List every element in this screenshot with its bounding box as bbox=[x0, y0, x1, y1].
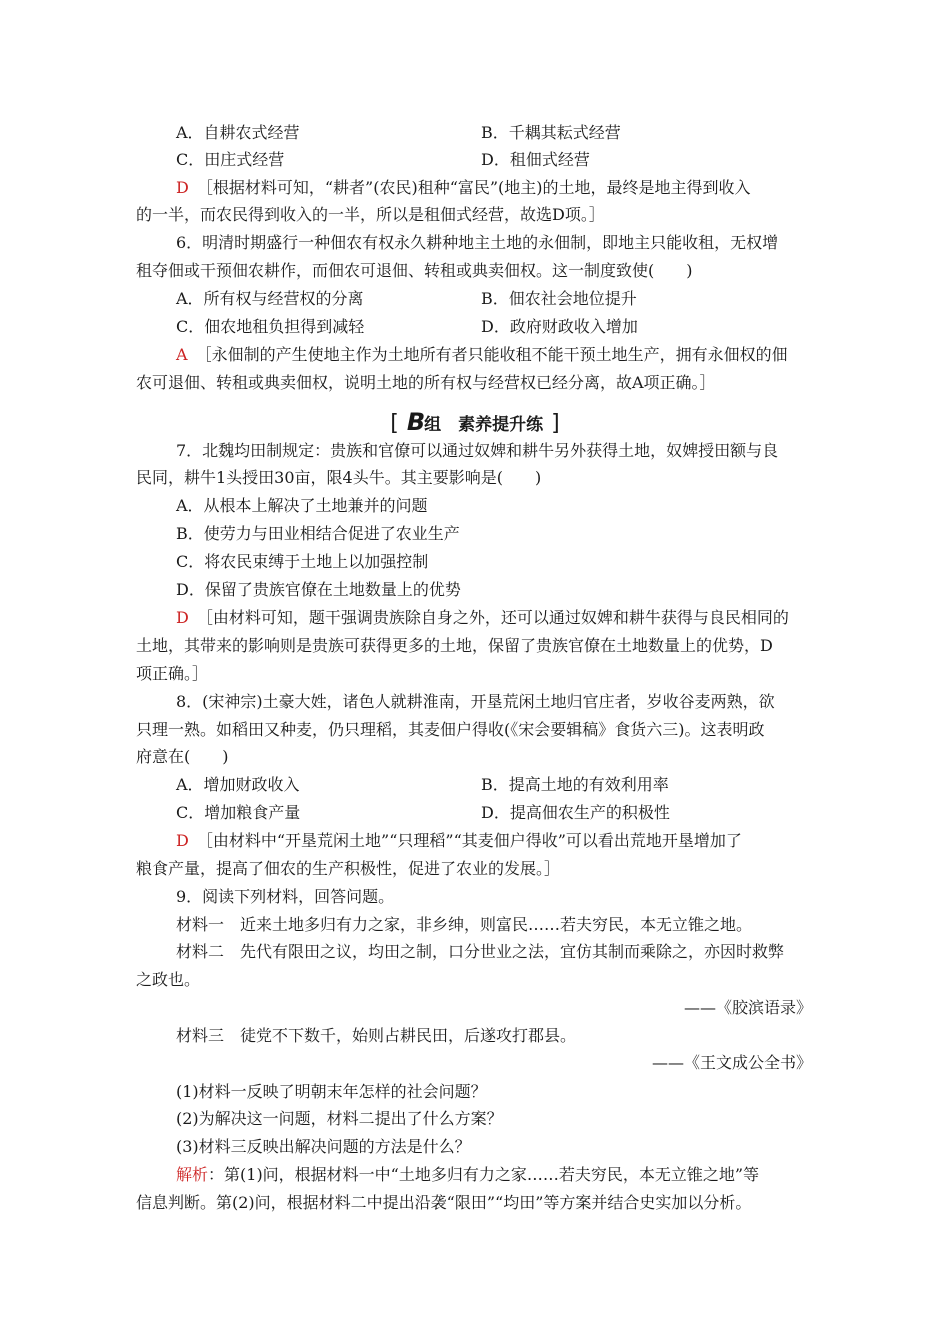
section-b-title: 组 素养提升练 bbox=[424, 415, 544, 435]
q9-material-3-source: ——《王文成公全书》 bbox=[651, 1053, 812, 1072]
q5-explanation-line-2: 的一半，而农民得到收入的一半，所以是租佃式经营，故选D项。］ bbox=[136, 205, 605, 224]
q9-material-2-line-2: 之政也。 bbox=[136, 970, 201, 989]
q8-option-b[interactable]: B．提高土地的有效利用率 bbox=[481, 775, 669, 794]
q9-stem: 9．阅读下列材料，回答问题。 bbox=[176, 887, 395, 906]
q8-option-d[interactable]: D．提高佃农生产的积极性 bbox=[481, 803, 670, 822]
q7-option-d[interactable]: D．保留了贵族官僚在土地数量上的优势 bbox=[176, 580, 461, 599]
q7-stem-line-1: 7．北魏均田制规定：贵族和官僚可以通过奴婢和耕牛另外获得土地，奴婢授田额与良 bbox=[176, 441, 779, 460]
q6-option-d[interactable]: D．政府财政收入增加 bbox=[481, 317, 638, 336]
q5-option-c[interactable]: C．田庄式经营 bbox=[176, 150, 285, 169]
q8-answer: D bbox=[176, 831, 189, 850]
q8-explanation-line-2: 粮食产量，提高了佃农的生产积极性，促进了农业的发展。］ bbox=[136, 859, 561, 878]
q7-option-a[interactable]: A．从根本上解决了土地兼并的问题 bbox=[176, 496, 428, 515]
q6-explanation-line-1: A ［永佃制的产生使地主作为土地所有者只能收租不能干预土地生产，拥有永佃权的佃 bbox=[176, 345, 788, 364]
q6-explanation-line-2: 农可退佃、转租或典卖佃权，说明土地的所有权与经营权已经分离，故A项正确。］ bbox=[136, 373, 716, 392]
q8-stem-line-1: 8．(宋神宗)土豪大姓，诸色人就耕淮南，开垦荒闲土地归官庄者，岁收谷麦两熟，欲 bbox=[176, 692, 775, 711]
q9-analysis-label: 解析 bbox=[176, 1165, 209, 1184]
q6-option-b[interactable]: B．佃农社会地位提升 bbox=[481, 289, 637, 308]
q5-option-d[interactable]: D．租佃式经营 bbox=[481, 150, 590, 169]
q7-option-b[interactable]: B．使劳力与田业相结合促进了农业生产 bbox=[176, 524, 460, 543]
q9-analysis-line-1: 解析：第(1)问，根据材料一中“土地多归有力之家……若夫穷民，本无立锥之地”等 bbox=[176, 1165, 760, 1184]
q6-option-a[interactable]: A．所有权与经营权的分离 bbox=[176, 289, 364, 308]
q7-explanation-line-3: 项正确。］ bbox=[136, 664, 209, 683]
q5-option-b[interactable]: B．千耦其耘式经营 bbox=[481, 123, 621, 142]
q6-stem-line-2: 租夺佃或干预佃农耕作，而佃农可退佃、转租或典卖佃权。这一制度致使( ) bbox=[136, 261, 693, 280]
q9-question-2: (2)为解决这一问题，材料二提出了什么方案？ bbox=[176, 1109, 503, 1128]
q7-explanation-line-1: D ［由材料可知，题干强调贵族除自身之外，还可以通过奴婢和耕牛获得与良民相同的 bbox=[176, 608, 789, 627]
q8-option-a[interactable]: A．增加财政收入 bbox=[176, 775, 300, 794]
q5-answer: D bbox=[176, 178, 189, 197]
q6-stem-line-1: 6．明清时期盛行一种佃农有权永久耕种地主土地的永佃制，即地主只能收租，无权增 bbox=[176, 233, 779, 252]
q6-answer: A bbox=[176, 345, 188, 364]
q9-material-2-line-1: 材料二 先代有限田之议，均田之制，口分世业之法，宜仿其制而乘除之，亦因时救弊 bbox=[176, 942, 785, 961]
q8-stem-line-3: 府意在( ) bbox=[136, 747, 229, 766]
q9-analysis-line-2: 信息判断。第(2)问，根据材料二中提出沿袭“限田”“均田”等方案并结合史实加以分析。 bbox=[136, 1193, 752, 1212]
q9-material-3: 材料三 徒党不下数千，始则占耕民田，后遂攻打郡县。 bbox=[176, 1026, 577, 1045]
q8-explanation-line-1: D ［由材料中“开垦荒闲土地”“只理稻”“其麦佃户得收”可以看出荒地开垦增加了 bbox=[176, 831, 742, 850]
q7-stem-line-2: 民同，耕牛1头授田30亩，限4头牛。其主要影响是( ) bbox=[136, 468, 542, 487]
q7-answer: D bbox=[176, 608, 189, 627]
q7-explanation-line-2: 土地，其带来的影响则是贵族可获得更多的土地，保留了贵族官僚在土地数量上的优势，D bbox=[136, 636, 773, 655]
q8-option-c[interactable]: C．增加粮食产量 bbox=[176, 803, 301, 822]
section-b-header: [ B组 素养提升练 ] bbox=[390, 408, 560, 436]
q7-option-c[interactable]: C．将农民束缚于土地上以加强控制 bbox=[176, 552, 429, 571]
q9-material-2-source: ——《胶滨语录》 bbox=[683, 998, 812, 1017]
q9-material-1: 材料一 近来土地多归有力之家，非乡绅，则富民……若夫穷民，本无立锥之地。 bbox=[176, 915, 753, 934]
section-b-letter: B bbox=[406, 408, 425, 436]
q5-explanation-line-1: D ［根据材料可知，“耕者”(农民)租种“富民”(地主)的土地，最终是地主得到收入 bbox=[176, 178, 751, 197]
q6-option-c[interactable]: C．佃农地租负担得到减轻 bbox=[176, 317, 365, 336]
q8-stem-line-2: 只理一熟。如稻田又种麦，仍只理稻，其麦佃户得收(《宋会要辑稿》食货六三)。这表明政 bbox=[136, 720, 765, 739]
q9-question-1: (1)材料一反映了明朝末年怎样的社会问题？ bbox=[176, 1082, 487, 1101]
q5-option-a[interactable]: A．自耕农式经营 bbox=[176, 123, 300, 142]
q9-question-3: (3)材料三反映出解决问题的方法是什么？ bbox=[176, 1137, 471, 1156]
